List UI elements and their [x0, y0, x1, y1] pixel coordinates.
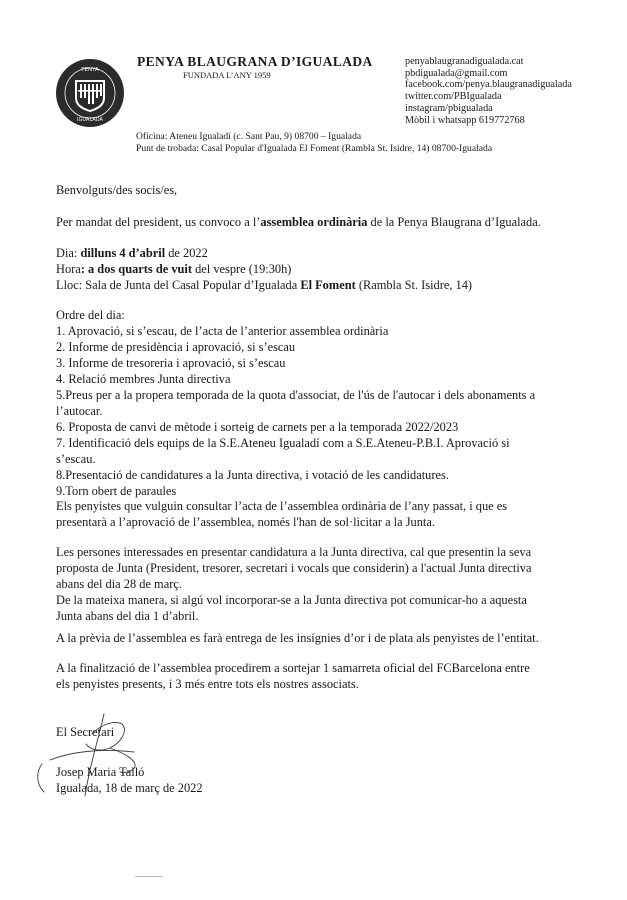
phone-text: Mòbil i whatsapp 619772768 [405, 114, 525, 126]
agenda-item: 6. Proposta de canvi de mètode i sorteig de carnets per a la temporada 2022/2023 [56, 420, 459, 434]
insignia-paragraph: A la prèvia de l’assemblea es farà entrega de les insígnies d’or i de plata als penyistes de l’entitat. [56, 631, 539, 645]
meeting-details [56, 245, 576, 293]
email-link[interactable]: pbdigualada@gmail.com [405, 67, 508, 79]
agenda [56, 307, 576, 499]
scan-artifact [135, 876, 163, 877]
candidates-paragraph: Les persones interessades en presentar candidatura a la Junta directiva, cal que presentin la seva proposta de Junta (President, tresorer, secretari i vocals que considerin) a l'actual Junta directiva abans del dia 28 de març. De la mateixa manera, si algú vol incorporar-se a la Junta directiva pot comunicar-ho a aquesta Junta abans del dia 1 d’abril. [56, 545, 532, 623]
sign-place-date: Igualada, 18 de març de 2022 [56, 781, 203, 795]
sign-role: El Secretari [56, 725, 115, 739]
sign-name: Josep Maria Talló [56, 765, 145, 779]
agenda-item: s’escau. [56, 452, 96, 466]
agenda-item: 5.Preus per a la propera temporada de la quota d'associat, de l'ús de l'autocar i dels abonaments a [56, 388, 536, 402]
agenda-item: 4. Relació membres Junta directiva [56, 372, 231, 386]
meeting-place: Lloc: Sala de Junta del Casal Popular d’Igualada El Foment (Rambla St. Isidre, 14) [56, 278, 473, 292]
meeting-date: Dia: dilluns 4 d’abril de 2022 [56, 246, 208, 260]
office-address: Oficina: Ateneu Igualadí (c. Sant Pau, 9) 08700 – Igualada [136, 131, 362, 142]
agenda-item: 2. Informe de presidència i aprovació, si s’escau [56, 340, 296, 354]
svg-text:PENYA: PENYA [81, 67, 99, 73]
greeting: Benvolguts/des socis/es, [56, 183, 178, 197]
assembly-type: assemblea ordinària [260, 215, 368, 229]
founded-year: FUNDADA L’ANY 1959 [183, 70, 271, 80]
agenda-title: Ordre del dia: [56, 308, 125, 322]
penya-blaugrana-logo [55, 58, 125, 128]
agenda-item: 9.Torn obert de paraules [56, 484, 177, 498]
minutes-paragraph: Els penyistes que vulguin consultar l’acta de l’assemblea ordinària de l’any passat, i que es presentarà a l’aprovació de l’assemblea, només l'han de sol·licitar a la Junta. [56, 499, 508, 529]
address-block [136, 131, 492, 154]
meeting-time: Hora: a dos quarts de vuit del vespre (19:30h) [56, 262, 292, 276]
facebook-link[interactable]: facebook.com/penya.blaugranadigualada [405, 79, 572, 91]
agenda-item: 3. Informe de tresoreria i aprovació, si s’escau [56, 356, 286, 370]
agenda-item: 1. Aprovació, si s’escau, de l’acta de l’anterior assemblea ordinària [56, 324, 389, 338]
intro-paragraph: Per mandat del president, us convoco a l’assemblea ordinària de la Penya Blaugrana d’Igualada. [56, 215, 541, 229]
agenda-item: 8.Presentació de candidatures a la Junta directiva, i votació de les candidatures. [56, 468, 449, 482]
instagram-link[interactable]: instagram/pbigualada [405, 102, 493, 114]
agenda-item: 7. Identificació dels equips de la S.E.Ateneu Igualadí com a S.E.Ateneu-P.B.I. Aprovació si [56, 436, 510, 450]
website-link[interactable]: penyablaugranadigualada.cat [405, 56, 524, 67]
agenda-item: l’autocar. [56, 404, 103, 418]
raffle-paragraph: A la finalització de l’assemblea procedirem a sortejar 1 samarreta oficial del FCBarcelona entre els penyistes presents, i 3 més entre tots els nostres associats. [56, 661, 530, 691]
svg-text:IGUALADA: IGUALADA [77, 117, 103, 123]
contact-list [405, 56, 572, 126]
org-name: PENYA BLAUGRANA D’IGUALADA [137, 54, 373, 69]
twitter-link[interactable]: twitter.com/PBIgualada [405, 91, 502, 103]
meeting-point-address: Punt de trobada: Casal Popular d'Igualada El Foment (Rambla St. Isidre, 14) 08700-Igualada [136, 142, 493, 154]
